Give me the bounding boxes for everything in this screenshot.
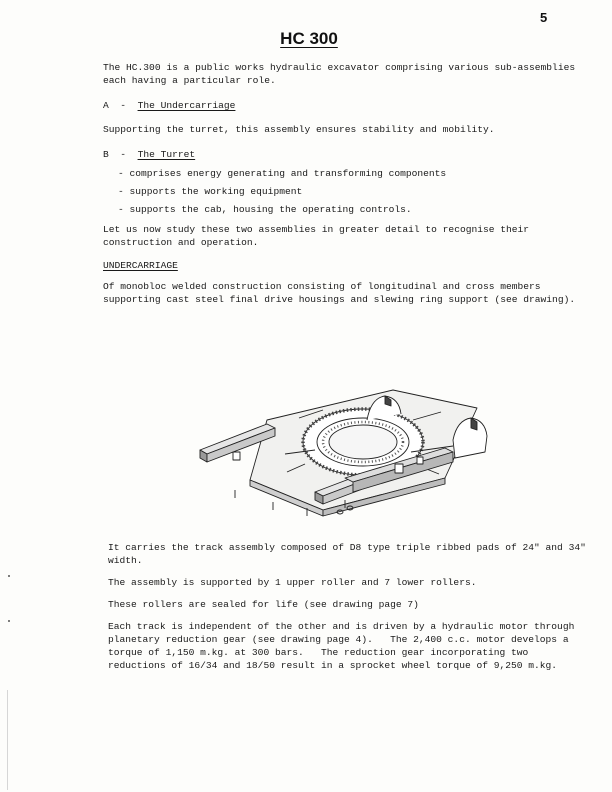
page-number: 5: [540, 10, 548, 25]
undercarriage-drawing: [195, 380, 495, 540]
rollers-text: The assembly is supported by 1 upper roller and 7 lower rollers.: [108, 577, 477, 588]
section-b-letter: B: [103, 149, 109, 160]
section-a-dash: -: [120, 100, 127, 111]
section-a-title: The Undercarriage: [137, 100, 236, 111]
intro-line-1: The HC.300 is a public works hydraulic excavator comprising various sub-assemblies: [103, 62, 576, 73]
monobloc-line-2: supporting cast steel final drive housings and slewing ring support (see drawing).: [103, 294, 576, 305]
section-a-letter: A: [103, 100, 109, 111]
sealed-text: These rollers are sealed for life (see drawing page 7): [108, 599, 419, 610]
study-line-1: Let us now study these two assemblies in greater detail to recognise their: [103, 224, 530, 235]
undercarriage-heading: UNDERCARRIAGE: [103, 260, 178, 271]
page-title: HC 300: [280, 29, 338, 48]
track-line-1: It carries the track assembly composed of D8 type triple ribbed pads of 24" and 34": [108, 542, 586, 553]
turret-item: - supports the working equipment: [118, 186, 303, 197]
monobloc-line-1: Of monobloc welded construction consisting of longitudinal and cross members: [103, 281, 541, 292]
section-b-heading: [103, 148, 195, 161]
intro-line-2: each having a particular role.: [103, 75, 276, 86]
drive-line-4: reductions of 16/34 and 18/50 result in a sprocket wheel torque of 9,250 m.kg.: [108, 660, 558, 671]
drive-line-1: Each track is independent of the other and is driven by a hydraulic motor through: [108, 621, 575, 632]
turret-item: - comprises energy generating and transforming components: [118, 168, 447, 179]
section-b-dash: -: [120, 149, 127, 160]
section-b-title: The Turret: [137, 149, 196, 160]
scan-mark: [8, 575, 10, 577]
drive-line-3: torque of 1,150 m.kg. at 300 bars. The reduction gear incorporating two: [108, 647, 529, 658]
turret-item: - supports the cab, housing the operating controls.: [118, 204, 412, 215]
scan-mark: [8, 620, 10, 622]
track-line-2: width.: [108, 555, 143, 566]
drive-line-2: planetary reduction gear (see drawing page 4). The 2,400 c.c. motor develops a: [108, 634, 569, 645]
section-a-heading: [103, 99, 235, 112]
scan-edge-line: [7, 690, 8, 790]
section-a-text: Supporting the turret, this assembly ensures stability and mobility.: [103, 124, 495, 135]
study-line-2: construction and operation.: [103, 237, 259, 248]
